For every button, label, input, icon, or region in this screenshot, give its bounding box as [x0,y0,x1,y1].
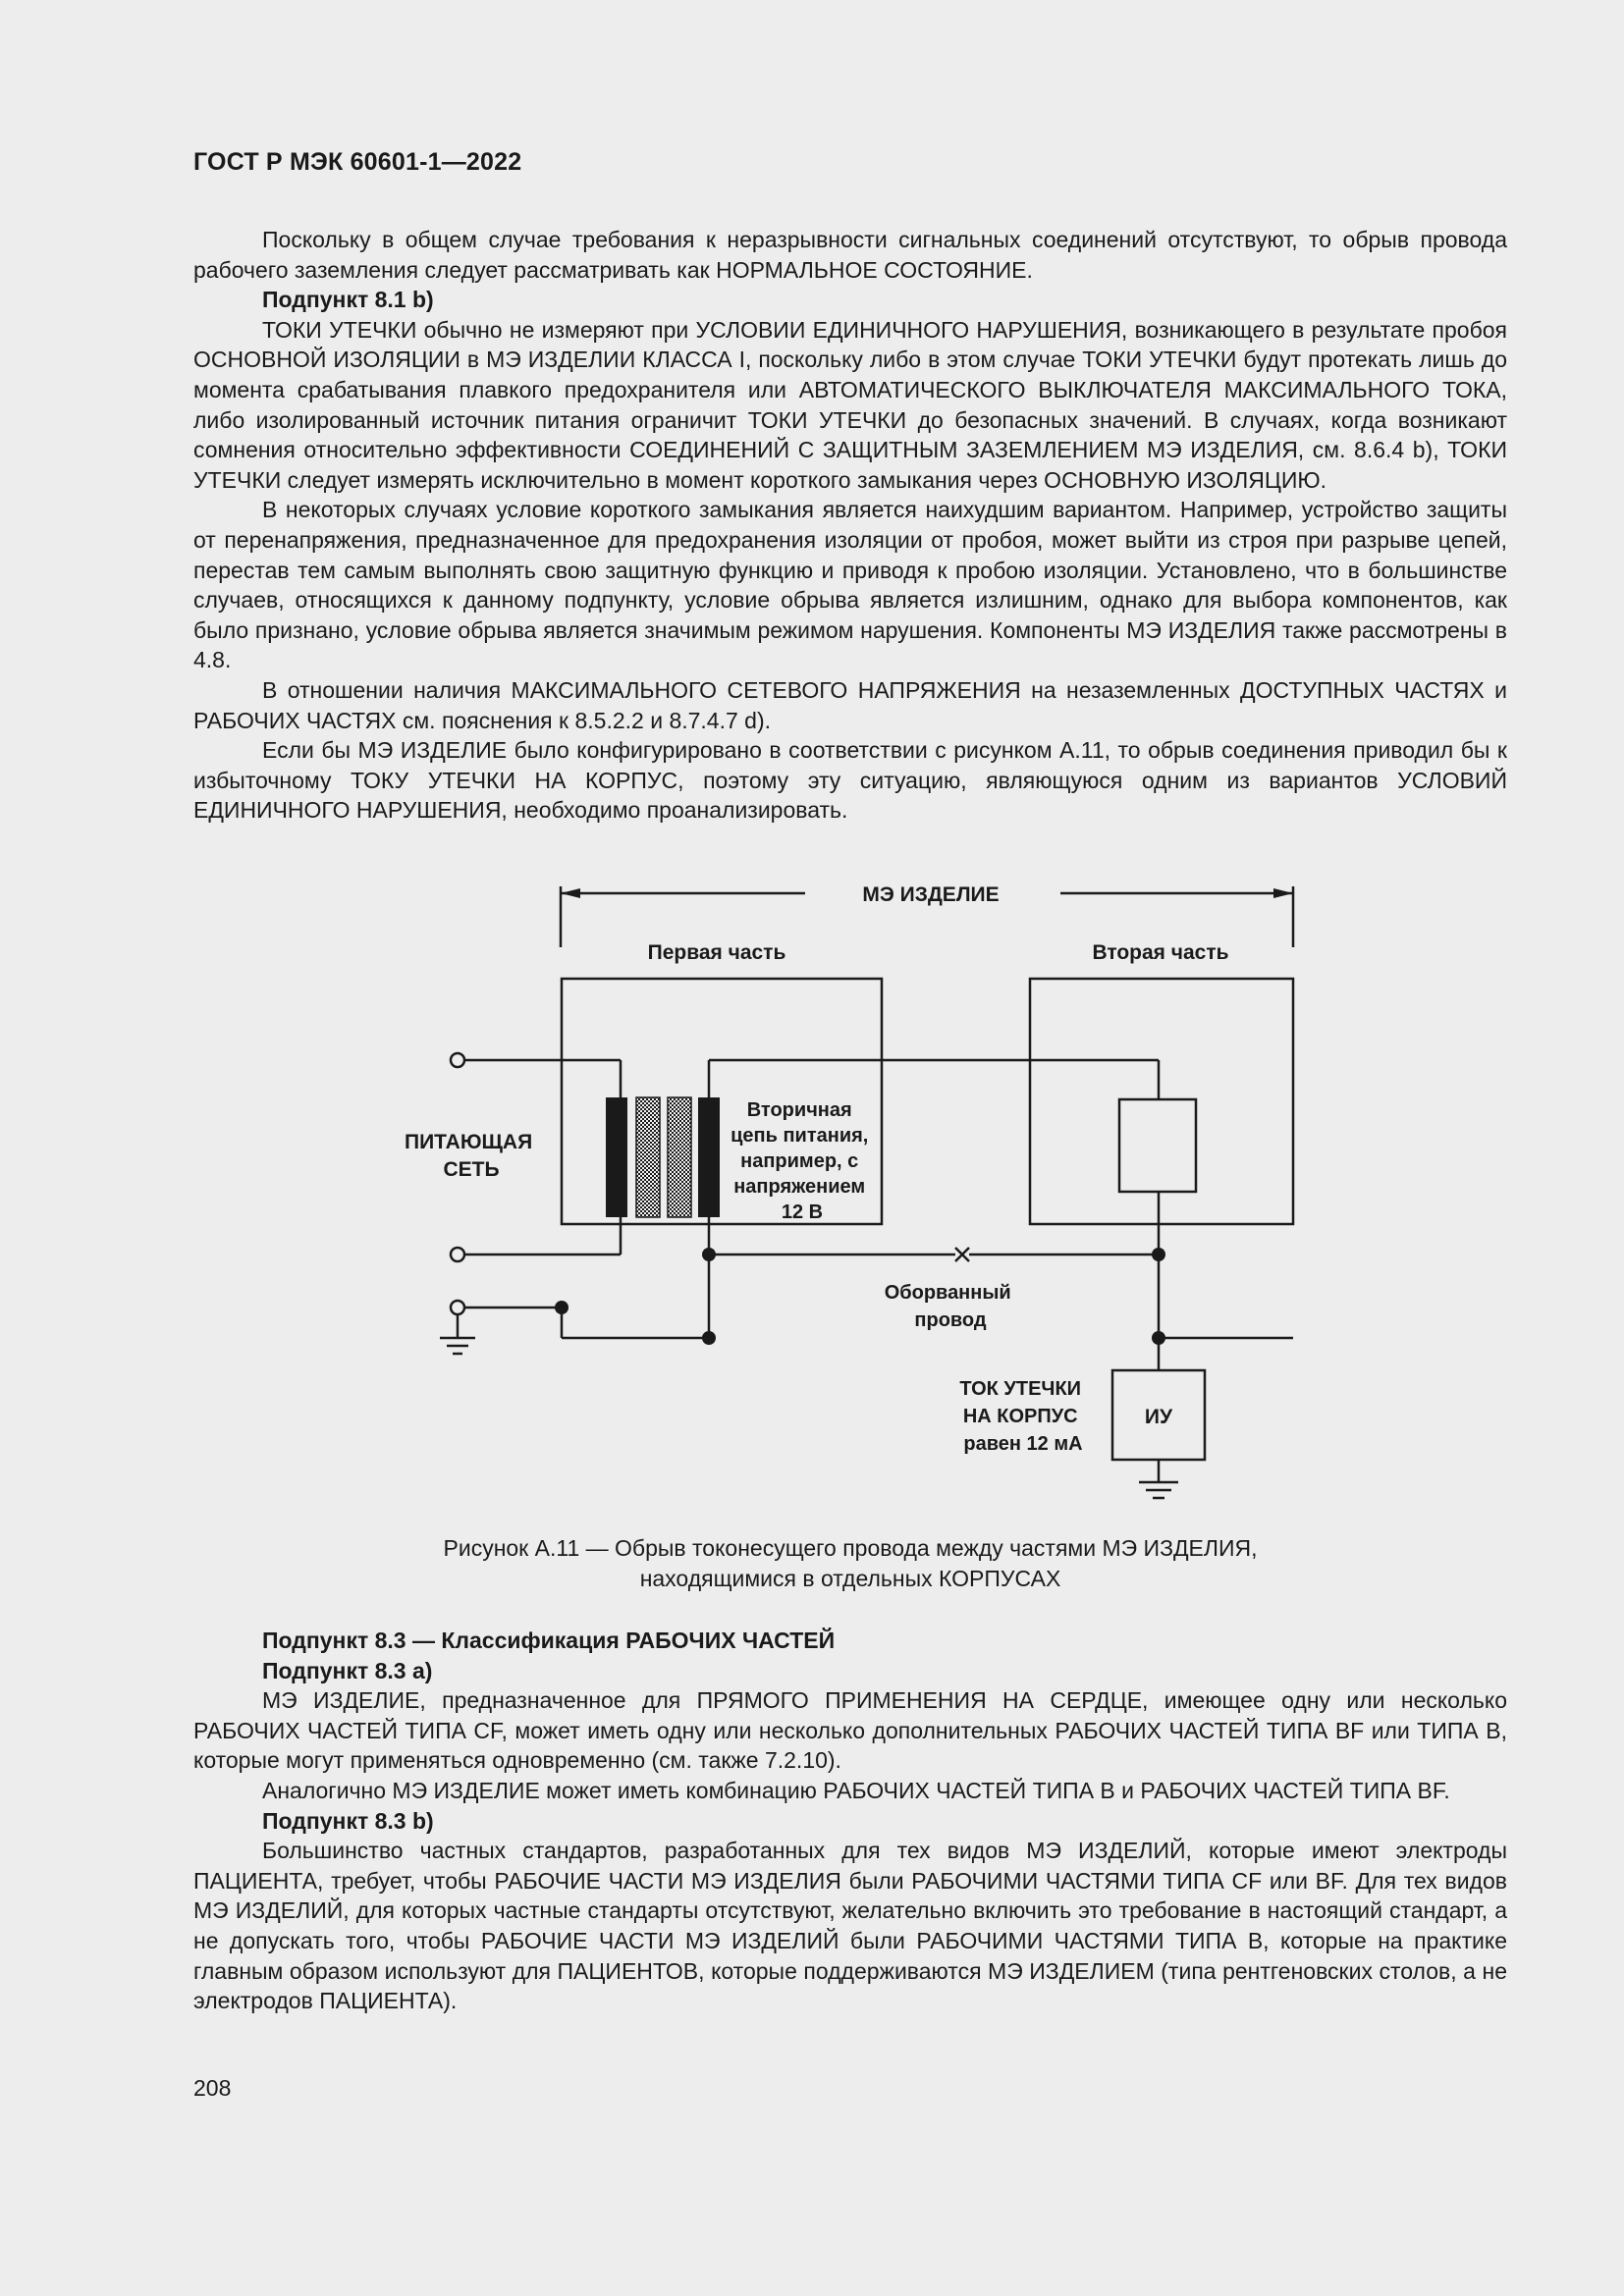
figure-a11 [393,869,1335,1517]
part-two-label: Вторая часть [1092,941,1229,964]
paragraph: Поскольку в общем случае требования к неразрывности сигнальных соединений отсутствуют, то обрыв провода рабочего заземления следует рассматривать как НОРМАЛЬНОЕ СОСТОЯНИЕ. [193,227,1507,283]
figure-title: МЭ ИЗДЕЛИЕ [862,883,1000,906]
circuit-diagram [393,869,1335,1517]
enclosure-part-two [1030,979,1293,1224]
junction-dot [702,1248,716,1261]
load-box [1119,1099,1196,1192]
paragraph: Аналогично МЭ ИЗДЕЛИЕ может иметь комбинацию РАБОЧИХ ЧАСТЕЙ ТИПА B и РАБОЧИХ ЧАСТЕЙ ТИПА BF. [262,1777,1450,1803]
transformer-winding-primary [606,1097,627,1217]
earth-terminal [451,1301,464,1314]
body-text-lower [193,1626,1507,2016]
broken-wire-label: Оборванный провод [884,1282,1011,1331]
paragraph: ТОКИ УТЕЧКИ обычно не измеряют при УСЛОВИИ ЕДИНИЧНОГО НАРУШЕНИЯ, возникающего в результате пробоя ОСНОВНОЙ ИЗОЛЯЦИИ в МЭ ИЗДЕЛИИ КЛАССА I, поскольку либо в этом случае ТОКИ УТЕЧКИ будут протекать лишь до момента срабатывания плавкого предохранителя или АВТОМАТИЧЕСКОГО ВЫКЛЮЧАТЕЛЯ МАКСИМАЛЬНОГО ТОКА, либо изолированный источник питания ограничит ТОКИ УТЕЧКИ до безопасных значений. В случаях, когда возникают сомнения относительно эффективности СОЕДИНЕНИЙ С ЗАЩИТНЫМ ЗАЗЕМЛЕНИЕМ МЭ ИЗДЕЛИЯ, см. 8.6.4 b), ТОКИ УТЕЧКИ следует измерять исключительно в момент короткого замыкания через ОСНОВНУЮ ИЗОЛЯЦИЮ. [193,316,1507,493]
subclause-heading: Подпункт 8.3 — Классификация РАБОЧИХ ЧАСТЕЙ [262,1628,836,1653]
junction-dot [555,1301,568,1314]
paragraph: В некоторых случаях условие короткого замыкания является наихудшим вариантом. Например, устройство защиты от перенапряжения, предназначенное для предохранения изоляции от пробоя, может выйти из строя при разрыве цепей, перестав тем самым выполнять свою защитную функцию и приводя к пробою изоляции. Установлено, что в большинстве случаев, относящихся к данному подпункту, условие обрыва является излишним, однако для выбора компонентов, как было признано, условие обрыва является значимым режимом нарушения. Компоненты МЭ ИЗДЕЛИЯ также рассмотрены в 4.8. [193,497,1507,673]
junction-dot [1152,1248,1165,1261]
subclause-heading: Подпункт 8.1 b) [262,287,434,313]
body-text-upper [193,225,1507,826]
junction-dot [1152,1331,1165,1345]
secondary-circuit-label: Вторичная цепь питания, например, с напряжением 12 В [731,1099,869,1223]
subclause-heading: Подпункт 8.3 b) [262,1807,434,1834]
caption-line: Рисунок А.11 — Обрыв токонесущего провода между частями МЭ ИЗДЕЛИЯ, [443,1535,1258,1561]
part-one-label: Первая часть [647,941,786,964]
arrowhead-right [1273,888,1293,898]
leakage-current-label: ТОК УТЕЧКИ НА КОРПУС равен 12 мА [959,1378,1083,1455]
page-number: 208 [193,2075,232,2101]
mains-label: ПИТАЮЩАЯ СЕТЬ [404,1131,533,1181]
paragraph: Если бы МЭ ИЗДЕЛИЕ было конфигурировано в соответствии с рисунком А.11, то обрыв соединения приводил бы к избыточному ТОКУ УТЕЧКИ НА КОРПУС, поэтому эту ситуацию, являющуюся одним из вариантов УСЛОВИЙ ЕДИНИЧНОГО НАРУШЕНИЯ, необходимо проанализировать. [193,737,1507,824]
mains-terminal [451,1248,464,1261]
measuring-device-label: ИУ [1144,1406,1173,1428]
transformer-core [636,1097,660,1217]
caption-line: находящимися в отдельных КОРПУСАХ [639,1566,1061,1591]
transformer-core [668,1097,691,1217]
mains-terminal [451,1053,464,1067]
paragraph: МЭ ИЗДЕЛИЕ, предназначенное для ПРЯМОГО ПРИМЕНЕНИЯ НА СЕРДЦЕ, имеющее одну или несколько РАБОЧИХ ЧАСТЕЙ ТИПА CF, может иметь одну или несколько дополнительных РАБОЧИХ ЧАСТЕЙ ТИПА BF или ТИПА B, которые могут применяться одновременно (см. также 7.2.10). [193,1687,1507,1774]
figure-caption [193,1533,1507,1594]
document-header: ГОСТ Р МЭК 60601-1—2022 [193,148,522,176]
arrowhead-left [561,888,580,898]
paragraph: В отношении наличия МАКСИМАЛЬНОГО СЕТЕВОГО НАПРЯЖЕНИЯ на незаземленных ДОСТУПНЫХ ЧАСТЯХ и РАБОЧИХ ЧАСТЯХ см. пояснения к 8.5.2.2 и 8.7.4.7 d). [193,676,1507,733]
subclause-heading: Подпункт 8.3 a) [262,1657,433,1683]
paragraph: Большинство частных стандартов, разработанных для тех видов МЭ ИЗДЕЛИЙ, которые имеют электроды ПАЦИЕНТА, требует, чтобы РАБОЧИЕ ЧАСТИ МЭ ИЗДЕЛИЯ были РАБОЧИМИ ЧАСТЯМИ ТИПА CF или BF. Для тех видов МЭ ИЗДЕЛИЙ, для которых частные стандарты отсутствуют, желательно включить это требование в настоящий стандарт, а не допускать того, чтобы РАБОЧИЕ ЧАСТИ МЭ ИЗДЕЛИЙ были РАБОЧИМИ ЧАСТЯМИ ТИПА B, которые на практике главным образом используют для ПАЦИЕНТОВ, которые поддерживаются МЭ ИЗДЕЛИЕМ (типа рентгеновских столов, а не электродов ПАЦИЕНТА). [193,1838,1507,2014]
transformer-winding-secondary [698,1097,720,1217]
junction-dot [702,1331,716,1345]
